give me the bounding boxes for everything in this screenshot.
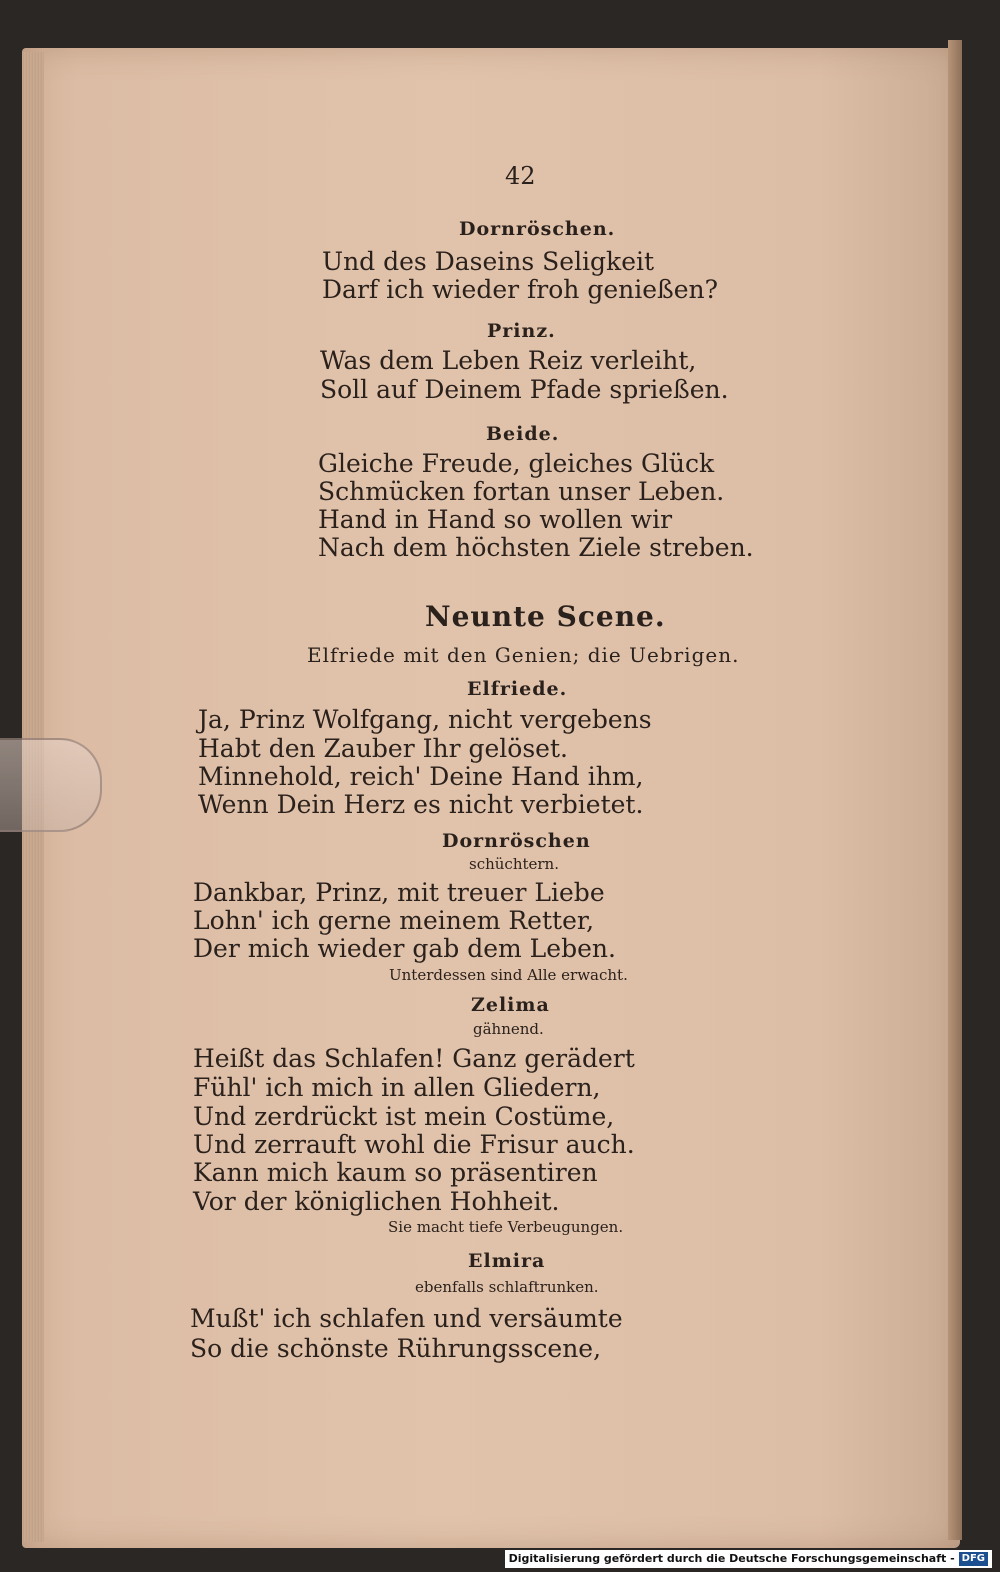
verse-line: Wenn Dein Herz es nicht verbietet. [198, 790, 644, 819]
speaker-label: Beide. [486, 423, 560, 445]
verse-line: Darf ich wieder froh genießen? [322, 275, 719, 304]
verse-line: Schmücken fortan unser Leben. [318, 477, 725, 506]
speaker-label: Elfriede. [467, 678, 568, 700]
stage-direction: Unterdessen sind Alle erwacht. [389, 966, 628, 984]
verse-line: Der mich wieder gab dem Leben. [193, 934, 616, 963]
verse-line: Und zerrauft wohl die Frisur auch. [193, 1130, 635, 1159]
speaker-label: Dornröschen. [459, 218, 616, 240]
verse-line: Was dem Leben Reiz verleiht, [320, 346, 697, 375]
verse-line: Kann mich kaum so präsentiren [193, 1158, 598, 1187]
verse-line: Und zerdrückt ist mein Costüme, [193, 1102, 615, 1131]
verse-line: Nach dem höchsten Ziele streben. [318, 533, 754, 562]
dfg-logo: DFG [959, 1552, 988, 1566]
stage-direction: Sie macht tiefe Verbeugungen. [388, 1218, 624, 1236]
scene-subtitle: Elfriede mit den Genien; die Uebrigen. [307, 643, 740, 667]
verse-line: Soll auf Deinem Pfade sprießen. [320, 375, 729, 404]
stage-direction: gähnend. [473, 1020, 544, 1038]
verse-line: Minnehold, reich' Deine Hand ihm, [198, 762, 644, 791]
verse-line: Habt den Zauber Ihr gelöset. [198, 734, 568, 763]
speaker-label: Prinz. [487, 320, 556, 342]
speaker-label: Zelima [471, 994, 550, 1016]
stage-direction: schüchtern. [469, 855, 559, 873]
speaker-label: Dornröschen [442, 830, 591, 852]
verse-line: Gleiche Freude, gleiches Glück [318, 449, 715, 478]
speaker-label: Elmira [468, 1250, 546, 1272]
credit-text: Digitalisierung gefördert durch die Deutsche Forschungsgemeinschaft - [508, 1552, 955, 1565]
digitization-credit [505, 1550, 992, 1568]
verse-line: Und des Daseins Seligkeit [322, 247, 655, 276]
scene-title: Neunte Scene. [425, 600, 666, 633]
verse-line: Ja, Prinz Wolfgang, nicht vergebens [198, 705, 652, 734]
verse-line: Hand in Hand so wollen wir [318, 505, 673, 534]
verse-line: Vor der königlichen Hohheit. [193, 1187, 560, 1216]
page-number: 42 [505, 162, 536, 190]
verse-line: Dankbar, Prinz, mit treuer Liebe [193, 878, 605, 907]
stage-direction: ebenfalls schlaftrunken. [415, 1278, 599, 1296]
verse-line: Mußt' ich schlafen und versäumte [190, 1304, 623, 1333]
verse-line: So die schönste Rührungsscene, [190, 1334, 602, 1363]
verse-line: Fühl' ich mich in allen Gliedern, [193, 1073, 601, 1102]
verse-line: Lohn' ich gerne meinem Retter, [193, 906, 595, 935]
verse-line: Heißt das Schlafen! Ganz gerädert [193, 1044, 635, 1073]
